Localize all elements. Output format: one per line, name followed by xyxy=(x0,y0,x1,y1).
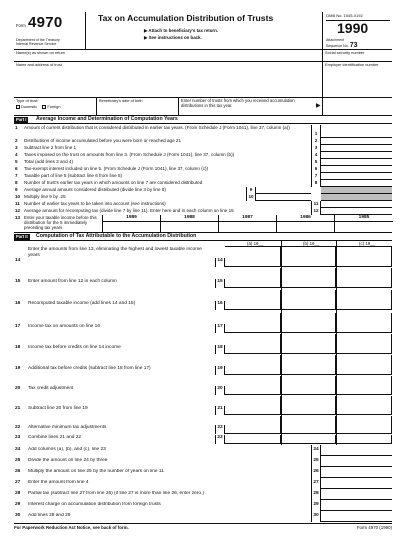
shaded-area xyxy=(321,187,392,194)
box-number: 21 xyxy=(215,406,225,415)
line-text: Enter the amount from line 4 xyxy=(28,480,89,485)
ssn-label: Social security number xyxy=(325,50,365,55)
line-text: Income tax on amounts on line 16 xyxy=(28,324,100,329)
line-text: Total (add lines 3 and 4) xyxy=(24,159,74,164)
shaded-area xyxy=(321,194,392,201)
col-c-field[interactable] xyxy=(336,313,392,333)
foreign-label: Foreign xyxy=(47,104,61,110)
amount-field[interactable] xyxy=(321,173,392,180)
line-text: Average amount for recomputing tax (divide line 7 by line 11). Enter here and in each column on line 15 xyxy=(24,208,234,213)
part2-line-row xyxy=(14,376,392,395)
name-row xyxy=(14,50,392,62)
box-number: 29 xyxy=(311,500,321,511)
years-grid xyxy=(102,215,392,233)
line-number: 20 xyxy=(15,386,21,391)
amount-field[interactable] xyxy=(321,456,392,467)
type-row xyxy=(14,98,392,116)
line-number: 15 xyxy=(15,279,21,284)
form-title: Tax on Accumulation Distribution of Trusts xyxy=(98,13,274,23)
box-number: 2 xyxy=(311,138,321,145)
line-row xyxy=(14,208,392,215)
sequence-number: 73 xyxy=(349,42,358,50)
line-number: 18 xyxy=(15,345,21,350)
box-number: 24 xyxy=(311,445,321,456)
amount-field[interactable] xyxy=(321,166,392,173)
line-number: 10 xyxy=(15,194,21,199)
part1-header xyxy=(14,116,392,124)
line-row xyxy=(14,201,392,208)
col-b-field[interactable] xyxy=(281,247,336,267)
line-number: 24 xyxy=(15,447,21,452)
amount-field[interactable] xyxy=(321,152,392,159)
line-number: 30 xyxy=(15,513,21,518)
line-text: Add lines 28 and 29 xyxy=(28,513,71,518)
form-word: Form xyxy=(16,23,26,28)
domestic-checkbox[interactable] xyxy=(16,105,20,109)
col-c-field[interactable] xyxy=(336,268,392,288)
domestic-label: Domestic xyxy=(21,104,38,110)
col-a-field[interactable] xyxy=(225,268,281,288)
sequence-label: Sequence No. xyxy=(326,44,349,49)
col-a-field[interactable] xyxy=(225,247,281,267)
line-text: Taxes imposed on the trust on amounts from line 3. (From Schedule J (Form 1041), line 37, column (b)) xyxy=(24,152,235,157)
form-header xyxy=(14,12,392,50)
line-number: 5 xyxy=(15,159,18,164)
part2-line-row xyxy=(14,268,392,288)
irs-name: Internal Revenue Service xyxy=(16,42,57,47)
line-row xyxy=(14,166,392,173)
line-row xyxy=(14,138,392,145)
line-text: Subtract line 2 from line 1 xyxy=(24,145,77,150)
line-number: 13 xyxy=(15,215,21,220)
line-number: 8 xyxy=(15,180,18,185)
box-number: 12 xyxy=(311,208,321,215)
type-label: Type of trust: xyxy=(16,98,39,103)
line-text: Distributions of income accumulated before you were born or reached age 21 xyxy=(24,138,182,143)
col-b-header: (b) 19__ xyxy=(303,241,320,246)
line-text: Taxable part of line 5 (subtract line 6 from line 5) xyxy=(24,173,123,178)
part2-line-row xyxy=(14,290,392,310)
tax-year: 1990 xyxy=(337,20,369,36)
box-number: 6 xyxy=(311,166,321,173)
year-1986: 1986 xyxy=(277,215,335,233)
box-number: 9 xyxy=(246,187,256,194)
col-b-field[interactable] xyxy=(281,268,336,288)
final-line-row xyxy=(14,511,392,522)
line-number: 28 xyxy=(15,491,21,496)
line-number: 9 xyxy=(15,187,18,192)
amount-field[interactable] xyxy=(321,445,392,456)
amount-field[interactable] xyxy=(321,201,392,208)
form-page xyxy=(14,12,392,532)
form-id-box xyxy=(14,12,86,50)
line-row xyxy=(14,180,392,187)
line-number: 19 xyxy=(15,366,21,371)
form-footer xyxy=(14,523,392,531)
col-c-field[interactable] xyxy=(336,435,392,444)
amount-field[interactable] xyxy=(256,187,311,194)
col-c-field[interactable] xyxy=(336,290,392,310)
box-number: 27 xyxy=(311,478,321,489)
line-row xyxy=(14,187,392,194)
ssn-field[interactable] xyxy=(322,50,392,61)
line-text: Enter your taxable income before this distribution for the 5 immediately preceding tax years xyxy=(24,215,97,231)
box-number: 1 xyxy=(311,125,321,138)
year-1985: 1985 xyxy=(358,215,370,220)
col-a-field[interactable] xyxy=(225,334,281,354)
col-a-field[interactable] xyxy=(225,376,281,395)
line-number: 6 xyxy=(15,166,18,171)
line-number: 22 xyxy=(15,425,21,430)
name-label: Name(s) as shown on return xyxy=(16,50,66,55)
num-trusts-field[interactable] xyxy=(322,98,392,115)
amount-field[interactable] xyxy=(321,478,392,489)
line-number: 12 xyxy=(15,208,21,213)
box-number: 30 xyxy=(311,511,321,522)
col-b-field[interactable] xyxy=(281,355,336,375)
box-number: 19 xyxy=(215,366,225,375)
line-text: Number of earlier tax years to be taken into account (see instructions) xyxy=(24,201,166,206)
amount-field[interactable] xyxy=(321,180,392,187)
name-field[interactable] xyxy=(14,50,322,61)
col-c-field[interactable] xyxy=(336,334,392,354)
final-line-row xyxy=(14,500,392,511)
year-1987: 1987 xyxy=(219,215,277,233)
dob-label: Beneficiary's date of birth xyxy=(99,98,143,103)
num-trusts-text xyxy=(178,98,320,115)
line-number: 23 xyxy=(15,435,21,440)
part2-label: Part II xyxy=(16,233,28,239)
line-number: 2 xyxy=(15,138,18,143)
box-number: 23 xyxy=(215,435,225,444)
final-line-row xyxy=(14,445,392,456)
col-c-field[interactable] xyxy=(336,396,392,415)
title-box xyxy=(86,12,322,50)
line-number: 14 xyxy=(15,258,21,263)
department-name: Department of the Treasury xyxy=(16,38,60,42)
col-b-field[interactable] xyxy=(281,396,336,415)
col-a-field[interactable] xyxy=(225,355,281,375)
box-number: 16 xyxy=(215,301,225,310)
amount-field[interactable] xyxy=(321,125,392,138)
part2-line-row xyxy=(14,247,392,267)
omb-number: OMB No. 1545-0192 xyxy=(326,14,390,21)
line-number: 26 xyxy=(15,469,21,474)
line-number: 21 xyxy=(15,406,21,411)
line-text: Add columns (a), (b), and (c), line 23 xyxy=(28,447,106,452)
box-number: 20 xyxy=(215,386,225,395)
line-number: 29 xyxy=(15,502,21,507)
line-text: Multiply the amount on line 25 by the number of years on line 11 xyxy=(28,469,164,474)
line-row xyxy=(14,194,392,201)
part2-line-row xyxy=(14,435,392,444)
line-row xyxy=(14,125,392,138)
amount-field[interactable] xyxy=(321,208,392,215)
box-number: 22 xyxy=(215,425,225,434)
final-line-row xyxy=(14,478,392,489)
col-b-field[interactable] xyxy=(281,416,336,434)
years-divider xyxy=(103,221,393,222)
attachment-label: Attachment xyxy=(326,38,345,42)
trust-type-field xyxy=(14,98,96,115)
paperwork-notice: For Paperwork Reduction Act Notice, see back of form. xyxy=(14,525,129,530)
box-number: 25 xyxy=(311,456,321,467)
line-text: Average annual amount considered distributed (divide line 3 by line 8) xyxy=(24,187,166,192)
col-a-field[interactable] xyxy=(225,290,281,310)
line-number: 3 xyxy=(15,145,18,150)
line-number: 16 xyxy=(15,301,21,306)
col-c-field[interactable] xyxy=(336,416,392,434)
col-a-header: (a) 19__ xyxy=(247,241,264,246)
part2-line-row xyxy=(14,313,392,333)
year-1988: 1988 xyxy=(161,215,219,233)
part1-label: Part I xyxy=(16,116,27,122)
col-b-field[interactable] xyxy=(281,435,336,444)
col-c-field[interactable] xyxy=(336,376,392,395)
line-number: 7 xyxy=(15,173,18,178)
box-number: 17 xyxy=(215,324,225,333)
line-row xyxy=(14,173,392,180)
amount-field[interactable] xyxy=(321,159,392,166)
line-number: 27 xyxy=(15,480,21,485)
col-c-header: (c) 19__ xyxy=(359,241,376,246)
part2-title: Computation of Tax Attributable to the Accumulation Distribution xyxy=(36,233,197,239)
box-number: 3 xyxy=(311,145,321,152)
trust-field[interactable] xyxy=(14,62,322,97)
box-number: 28 xyxy=(311,489,321,500)
amount-field[interactable] xyxy=(321,138,392,145)
line-text: Combine lines 21 and 22 xyxy=(28,435,82,440)
final-line-row xyxy=(14,467,392,478)
box-number: 8 xyxy=(311,180,321,187)
line-number: 25 xyxy=(15,458,21,463)
trust-label: Name and address of trust xyxy=(16,62,62,67)
col-b-field[interactable] xyxy=(281,334,336,354)
line-text: Subtract line 20 from line 19 xyxy=(28,406,88,411)
amount-field[interactable] xyxy=(321,489,392,500)
year-1989: 1989 xyxy=(103,215,161,233)
col-b-field[interactable] xyxy=(281,313,336,333)
col-c-field[interactable] xyxy=(336,355,392,375)
line-text: Enter the amounts from line 13, eliminating the highest and lowest taxable income years xyxy=(28,247,202,258)
line-text: Tax-exempt interest included on line 5. (From Schedule J (Form 1041), line 37, column (c)) xyxy=(24,166,209,171)
col-a-field[interactable] xyxy=(225,416,281,434)
box-number: 26 xyxy=(311,467,321,478)
trust-row xyxy=(14,62,392,98)
col-a-field[interactable] xyxy=(225,435,281,444)
box-number: 14 xyxy=(215,258,225,267)
line-number: 1 xyxy=(15,125,18,130)
col-a-field[interactable] xyxy=(225,396,281,415)
attach-instruction: ▶ Attach to beneficiary's tax return. xyxy=(144,28,219,33)
see-instructions: ▶ See instructions on back. xyxy=(144,35,202,40)
num-trusts-label: Enter number of trusts from which you received accumulation distributions in this tax year. xyxy=(181,98,295,108)
line-text: Number of trust's earlier tax years in which amounts on line 7 are considered distributed xyxy=(24,180,203,185)
dob-field[interactable] xyxy=(96,98,178,115)
line-number: 17 xyxy=(15,324,21,329)
sequence-info xyxy=(326,38,358,51)
amount-field[interactable] xyxy=(321,500,392,511)
amount-field[interactable] xyxy=(256,194,311,201)
box-number: 7 xyxy=(311,173,321,180)
line-text: Amount of current distribution that is considered distributed in earlier tax years. (From Schedule J (Form 1041), line 37, column (a)) xyxy=(24,125,290,130)
col-b-field[interactable] xyxy=(281,290,336,310)
box-number: 11 xyxy=(311,201,321,208)
box-number: 4 xyxy=(311,152,321,159)
line-text: Enter amount from line 12 in each column xyxy=(28,279,117,284)
line-row xyxy=(14,152,392,159)
line-text: Alternative minimum tax adjustments xyxy=(28,425,107,430)
foreign-checkbox[interactable] xyxy=(42,105,46,109)
ein-label: Employer identification number xyxy=(325,62,379,67)
part2-header xyxy=(14,233,392,241)
form-number: 4970 xyxy=(28,14,63,31)
amount-field[interactable] xyxy=(321,511,392,522)
part2-line-row xyxy=(14,355,392,375)
box-number: 5 xyxy=(311,159,321,166)
line-text: Divide the amount on line 24 by three xyxy=(28,458,108,463)
ein-field[interactable] xyxy=(322,62,392,97)
col-a-field[interactable] xyxy=(225,313,281,333)
part2-line-row xyxy=(14,396,392,415)
line-number: 4 xyxy=(15,152,18,157)
final-line-row xyxy=(14,489,392,500)
arrow-icon: ▶ xyxy=(316,103,321,109)
col-b-field[interactable] xyxy=(281,376,336,395)
line-text: Multiply line 9 by .25 xyxy=(24,194,66,199)
col-c-field[interactable] xyxy=(336,247,392,267)
box-number: 15 xyxy=(215,279,225,288)
line-text: Recomputed taxable income (add lines 14 and 15) xyxy=(28,301,136,306)
line-row xyxy=(14,159,392,166)
amount-field[interactable] xyxy=(321,145,392,152)
line-row xyxy=(14,215,392,233)
final-line-row xyxy=(14,456,392,467)
department xyxy=(16,38,60,47)
line-text: Interest charge on accumulation distribution from foreign trusts xyxy=(28,502,161,507)
omb-box xyxy=(322,12,392,50)
line-text: Income tax before credits on line 14 income xyxy=(28,345,121,350)
box-number: 10 xyxy=(246,194,256,201)
box-number: 18 xyxy=(215,345,225,354)
form-footer-id: Form 4970 (1990) xyxy=(356,525,392,530)
amount-field[interactable] xyxy=(321,467,392,478)
line-text: Tax credit adjustment xyxy=(28,386,74,391)
line-number: 11 xyxy=(15,201,20,206)
line-text: Additional tax before credits (subtract line 18 from line 17) xyxy=(28,366,151,371)
line-row xyxy=(14,145,392,152)
part1-title: Average Income and Determination of Computation Years xyxy=(36,116,178,122)
part2-line-row xyxy=(14,416,392,434)
part2-line-row xyxy=(14,334,392,354)
line-text: Partial tax (subtract line 27 from line 26) (if line 27 is more than line 26, enter zero.) xyxy=(28,491,204,496)
